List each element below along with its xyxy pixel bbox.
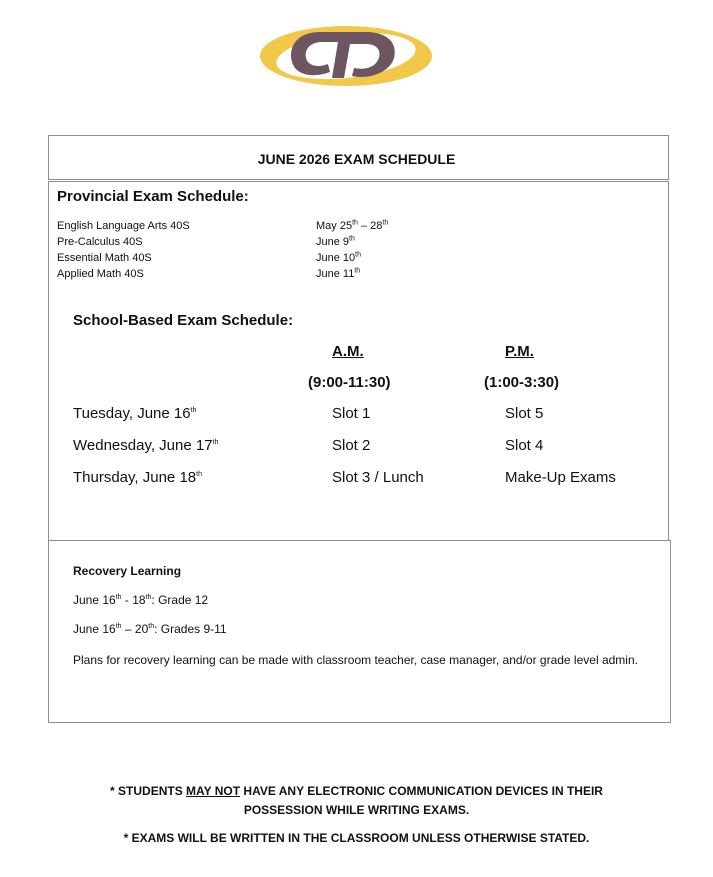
- recovery-line: June 16th – 20th: Grades 9-11: [73, 622, 227, 636]
- am-time: (9:00-11:30): [308, 374, 391, 391]
- am-slot: Slot 1: [332, 405, 371, 422]
- course-name: Applied Math 40S: [57, 268, 144, 280]
- schedule-day: Wednesday, June 17th: [73, 437, 219, 454]
- pm-slot: Make-Up Exams: [505, 469, 616, 486]
- page-title: JUNE 2026 EXAM SCHEDULE: [257, 151, 456, 167]
- schedule-day: Tuesday, June 16th: [73, 405, 197, 422]
- course-name: English Language Arts 40S: [57, 220, 190, 232]
- school-heading: School-Based Exam Schedule:: [73, 312, 294, 329]
- am-label: A.M.: [332, 343, 364, 360]
- pm-label: P.M.: [505, 343, 534, 360]
- course-name: Essential Math 40S: [57, 252, 152, 264]
- am-slot: Slot 2: [332, 437, 371, 454]
- am-slot: Slot 3 / Lunch: [332, 469, 424, 486]
- schedule-day: Thursday, June 18th: [73, 469, 202, 486]
- pm-time: (1:00-3:30): [484, 374, 560, 391]
- recovery-paragraph: Plans for recovery learning can be made with classroom teacher, case manager, and/or grade level admin.: [73, 653, 638, 667]
- school-logo: [258, 18, 434, 92]
- provincial-heading: Provincial Exam Schedule:: [57, 188, 249, 205]
- pm-slot: Slot 4: [505, 437, 544, 454]
- exam-date: June 10th: [316, 251, 361, 264]
- course-name: Pre-Calculus 40S: [57, 236, 143, 248]
- recovery-heading: Recovery Learning: [73, 564, 182, 578]
- classroom-note: * EXAMS WILL BE WRITTEN IN THE CLASSROOM UNLESS OTHERWISE STATED.: [123, 831, 590, 845]
- exam-date: June 11th: [316, 267, 361, 280]
- recovery-line: June 16th - 18th: Grade 12: [73, 593, 209, 607]
- exam-date: May 25th – 28th: [316, 219, 389, 232]
- pm-slot: Slot 5: [505, 405, 544, 422]
- exam-date: June 9th: [316, 235, 355, 248]
- devices-note: * STUDENTS MAY NOT HAVE ANY ELECTRONIC COMMUNICATION DEVICES IN THEIR POSSESSION WHILE WRITING EXAMS.: [110, 784, 603, 817]
